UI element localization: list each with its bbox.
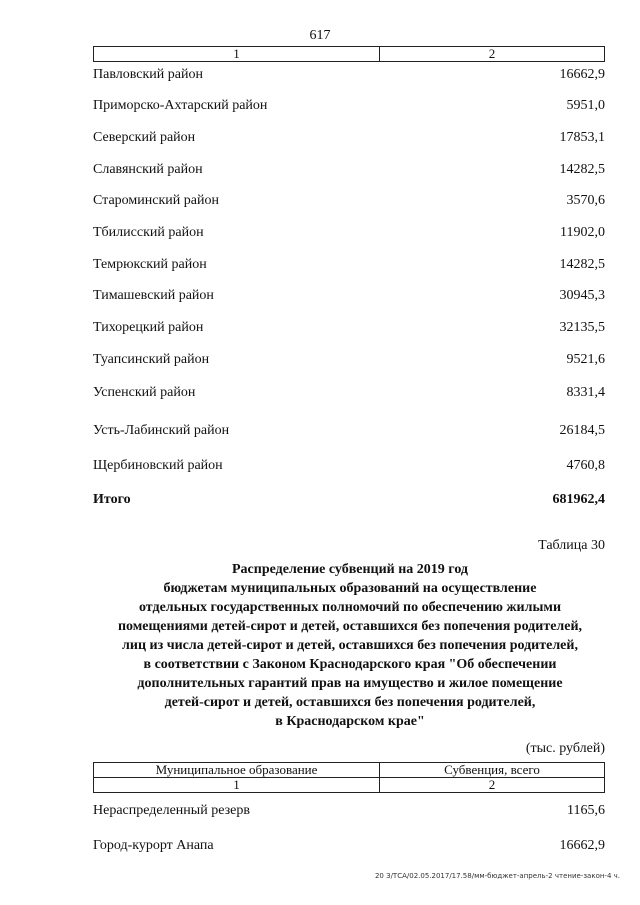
subvention-value: 1165,6 bbox=[567, 803, 605, 818]
district-name: Павловский район bbox=[93, 67, 203, 82]
district-value: 14282,5 bbox=[559, 257, 605, 272]
district-value: 9521,6 bbox=[566, 352, 605, 367]
title-line: бюджетам муниципальных образований на осуществление bbox=[163, 581, 537, 596]
title-line: отдельных государственных полномочий по обеспечению жилыми bbox=[138, 600, 562, 615]
district-name: Туапсинский район bbox=[93, 352, 210, 367]
page-number: 617 bbox=[309, 28, 331, 43]
district-name: Приморско-Ахтарский район bbox=[93, 98, 268, 113]
top-table-header bbox=[93, 46, 605, 62]
district-value: 30945,3 bbox=[559, 288, 605, 303]
district-name: Успенский район bbox=[93, 385, 196, 400]
title-line: в Краснодарском крае" bbox=[275, 714, 425, 729]
units-label: (тыс. рублей) bbox=[525, 741, 605, 756]
district-value: 3570,6 bbox=[566, 193, 605, 208]
total-label: Итого bbox=[93, 492, 131, 507]
district-value: 17853,1 bbox=[559, 130, 605, 145]
table-label: Таблица 30 bbox=[538, 538, 605, 553]
column-number-2: 2 bbox=[380, 47, 605, 62]
district-name: Усть-Лабинский район bbox=[93, 423, 230, 438]
title-line: помещениями детей-сирот и детей, оставшихся без попечения родителей, bbox=[117, 619, 583, 634]
district-value: 11902,0 bbox=[560, 225, 605, 240]
title-line: Распределение субвенций на 2019 год bbox=[232, 562, 468, 577]
title-line: в соответствии с Законом Краснодарского края "Об обеспечении bbox=[143, 657, 557, 672]
column-number-1: 1 bbox=[94, 47, 380, 62]
district-value: 8331,4 bbox=[566, 385, 605, 400]
district-name: Славянский район bbox=[93, 162, 203, 177]
district-value: 26184,5 bbox=[559, 423, 605, 438]
district-value: 14282,5 bbox=[559, 162, 605, 177]
title-line: лиц из числа детей-сирот и детей, оставшихся без попечения родителей, bbox=[122, 638, 578, 653]
district-name: Староминский район bbox=[93, 193, 219, 208]
column-header-municipality: Муниципальное образование bbox=[94, 763, 380, 778]
district-value: 4760,8 bbox=[566, 458, 605, 473]
district-value: 32135,5 bbox=[559, 320, 605, 335]
district-name: Тихорецкий район bbox=[93, 320, 204, 335]
total-value: 681962,4 bbox=[552, 492, 605, 507]
district-value: 16662,9 bbox=[559, 67, 605, 82]
subvention-value: 16662,9 bbox=[559, 838, 605, 853]
column-number-2: 2 bbox=[380, 778, 605, 793]
municipality-name: Нераспределенный резерв bbox=[93, 803, 250, 818]
column-header-subvention: Субвенция, всего bbox=[380, 763, 605, 778]
title-line: дополнительных гарантий прав на имущество и жилое помещение bbox=[137, 676, 563, 691]
title-line: детей-сирот и детей, оставшихся без попечения родителей, bbox=[164, 695, 536, 710]
district-name: Северский район bbox=[93, 130, 196, 145]
municipality-name: Город-курорт Анапа bbox=[93, 838, 214, 853]
district-name: Щербиновский район bbox=[93, 458, 223, 473]
district-name: Тимашевский район bbox=[93, 288, 214, 303]
district-value: 5951,0 bbox=[566, 98, 605, 113]
bottom-table-header bbox=[93, 762, 605, 793]
table-title bbox=[60, 560, 640, 731]
district-name: Темрюкский район bbox=[93, 257, 207, 272]
column-number-1: 1 bbox=[94, 778, 380, 793]
footer-file-path: 20 З/ТСА/02.05.2017/17.58/мм-бюджет-апрель-2 чтение-закон-4 ч. bbox=[374, 872, 620, 880]
district-name: Тбилисский район bbox=[93, 225, 204, 240]
